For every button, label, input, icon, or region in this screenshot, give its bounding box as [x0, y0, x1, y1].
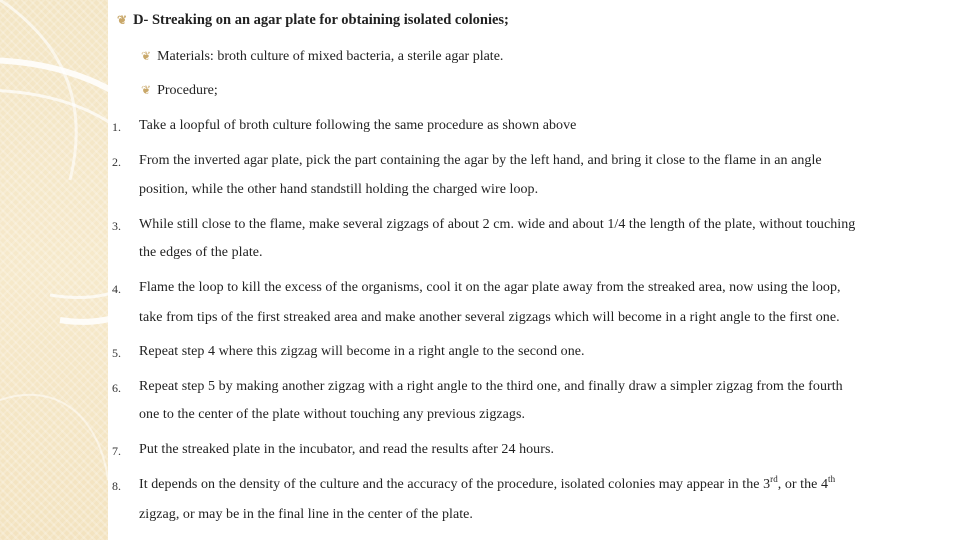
superscript-th: th	[828, 474, 836, 484]
step-number: 3.	[112, 219, 121, 233]
step-number: 2.	[112, 155, 121, 169]
step-text: Put the streaked plate in the incubator, and read the results after 24 hours.	[139, 442, 554, 457]
step-number: 7.	[112, 444, 121, 458]
step-text-part: , or the 4	[777, 477, 829, 492]
step-text-continued: position, while the other hand standstill holding the charged wire loop.	[139, 182, 539, 197]
step-number: 5.	[112, 346, 121, 360]
step-text	[139, 474, 836, 493]
step-text: Take a loopful of broth culture following the same procedure as shown above	[139, 118, 577, 133]
step-text: While still close to the flame, make several zigzags of about 2 cm. wide and about 1/4 the length of the plate, without touching	[139, 217, 856, 232]
step-text-continued: take from tips of the first streaked area and make another several zigzags which will become in a right angle to the first one.	[139, 310, 840, 325]
step-number: 8.	[112, 479, 121, 493]
superscript-rd: rd	[770, 474, 778, 484]
step-number: 1.	[112, 120, 121, 134]
materials-text: Materials: broth culture of mixed bacteria, a sterile agar plate.	[157, 49, 504, 64]
section-heading: D- Streaking on an agar plate for obtaining isolated colonies;	[133, 12, 509, 28]
bullet-icon: ❦	[141, 49, 152, 63]
section-heading-item	[117, 12, 509, 29]
step-number: 6.	[112, 381, 121, 395]
step-text-continued: one to the center of the plate without touching any previous zigzags.	[139, 407, 526, 422]
materials-item	[141, 49, 503, 65]
bullet-icon: ❦	[117, 13, 128, 27]
step-text-continued: zigzag, or may be in the final line in the center of the plate.	[139, 507, 473, 522]
step-text: Repeat step 5 by making another zigzag with a right angle to the third one, and finally draw a simpler zigzag from the fourth	[139, 379, 843, 394]
step-number: 4.	[112, 282, 121, 296]
background-decorative-curves	[0, 0, 300, 540]
bullet-icon: ❦	[141, 83, 152, 97]
procedure-item	[141, 83, 218, 99]
step-text: From the inverted agar plate, pick the part containing the agar by the left hand, and bring it close to the flame in an angle	[139, 153, 822, 168]
step-text-part: It depends on the density of the culture and the accuracy of the procedure, isolated colonies may appear in the 3	[139, 477, 771, 492]
step-text-continued: the edges of the plate.	[139, 245, 263, 260]
step-text: Repeat step 4 where this zigzag will become in a right angle to the second one.	[139, 344, 585, 359]
step-text: Flame the loop to kill the excess of the organisms, cool it on the agar plate away from the streaked area, now using the loop,	[139, 280, 841, 295]
procedure-label: Procedure;	[157, 83, 218, 98]
